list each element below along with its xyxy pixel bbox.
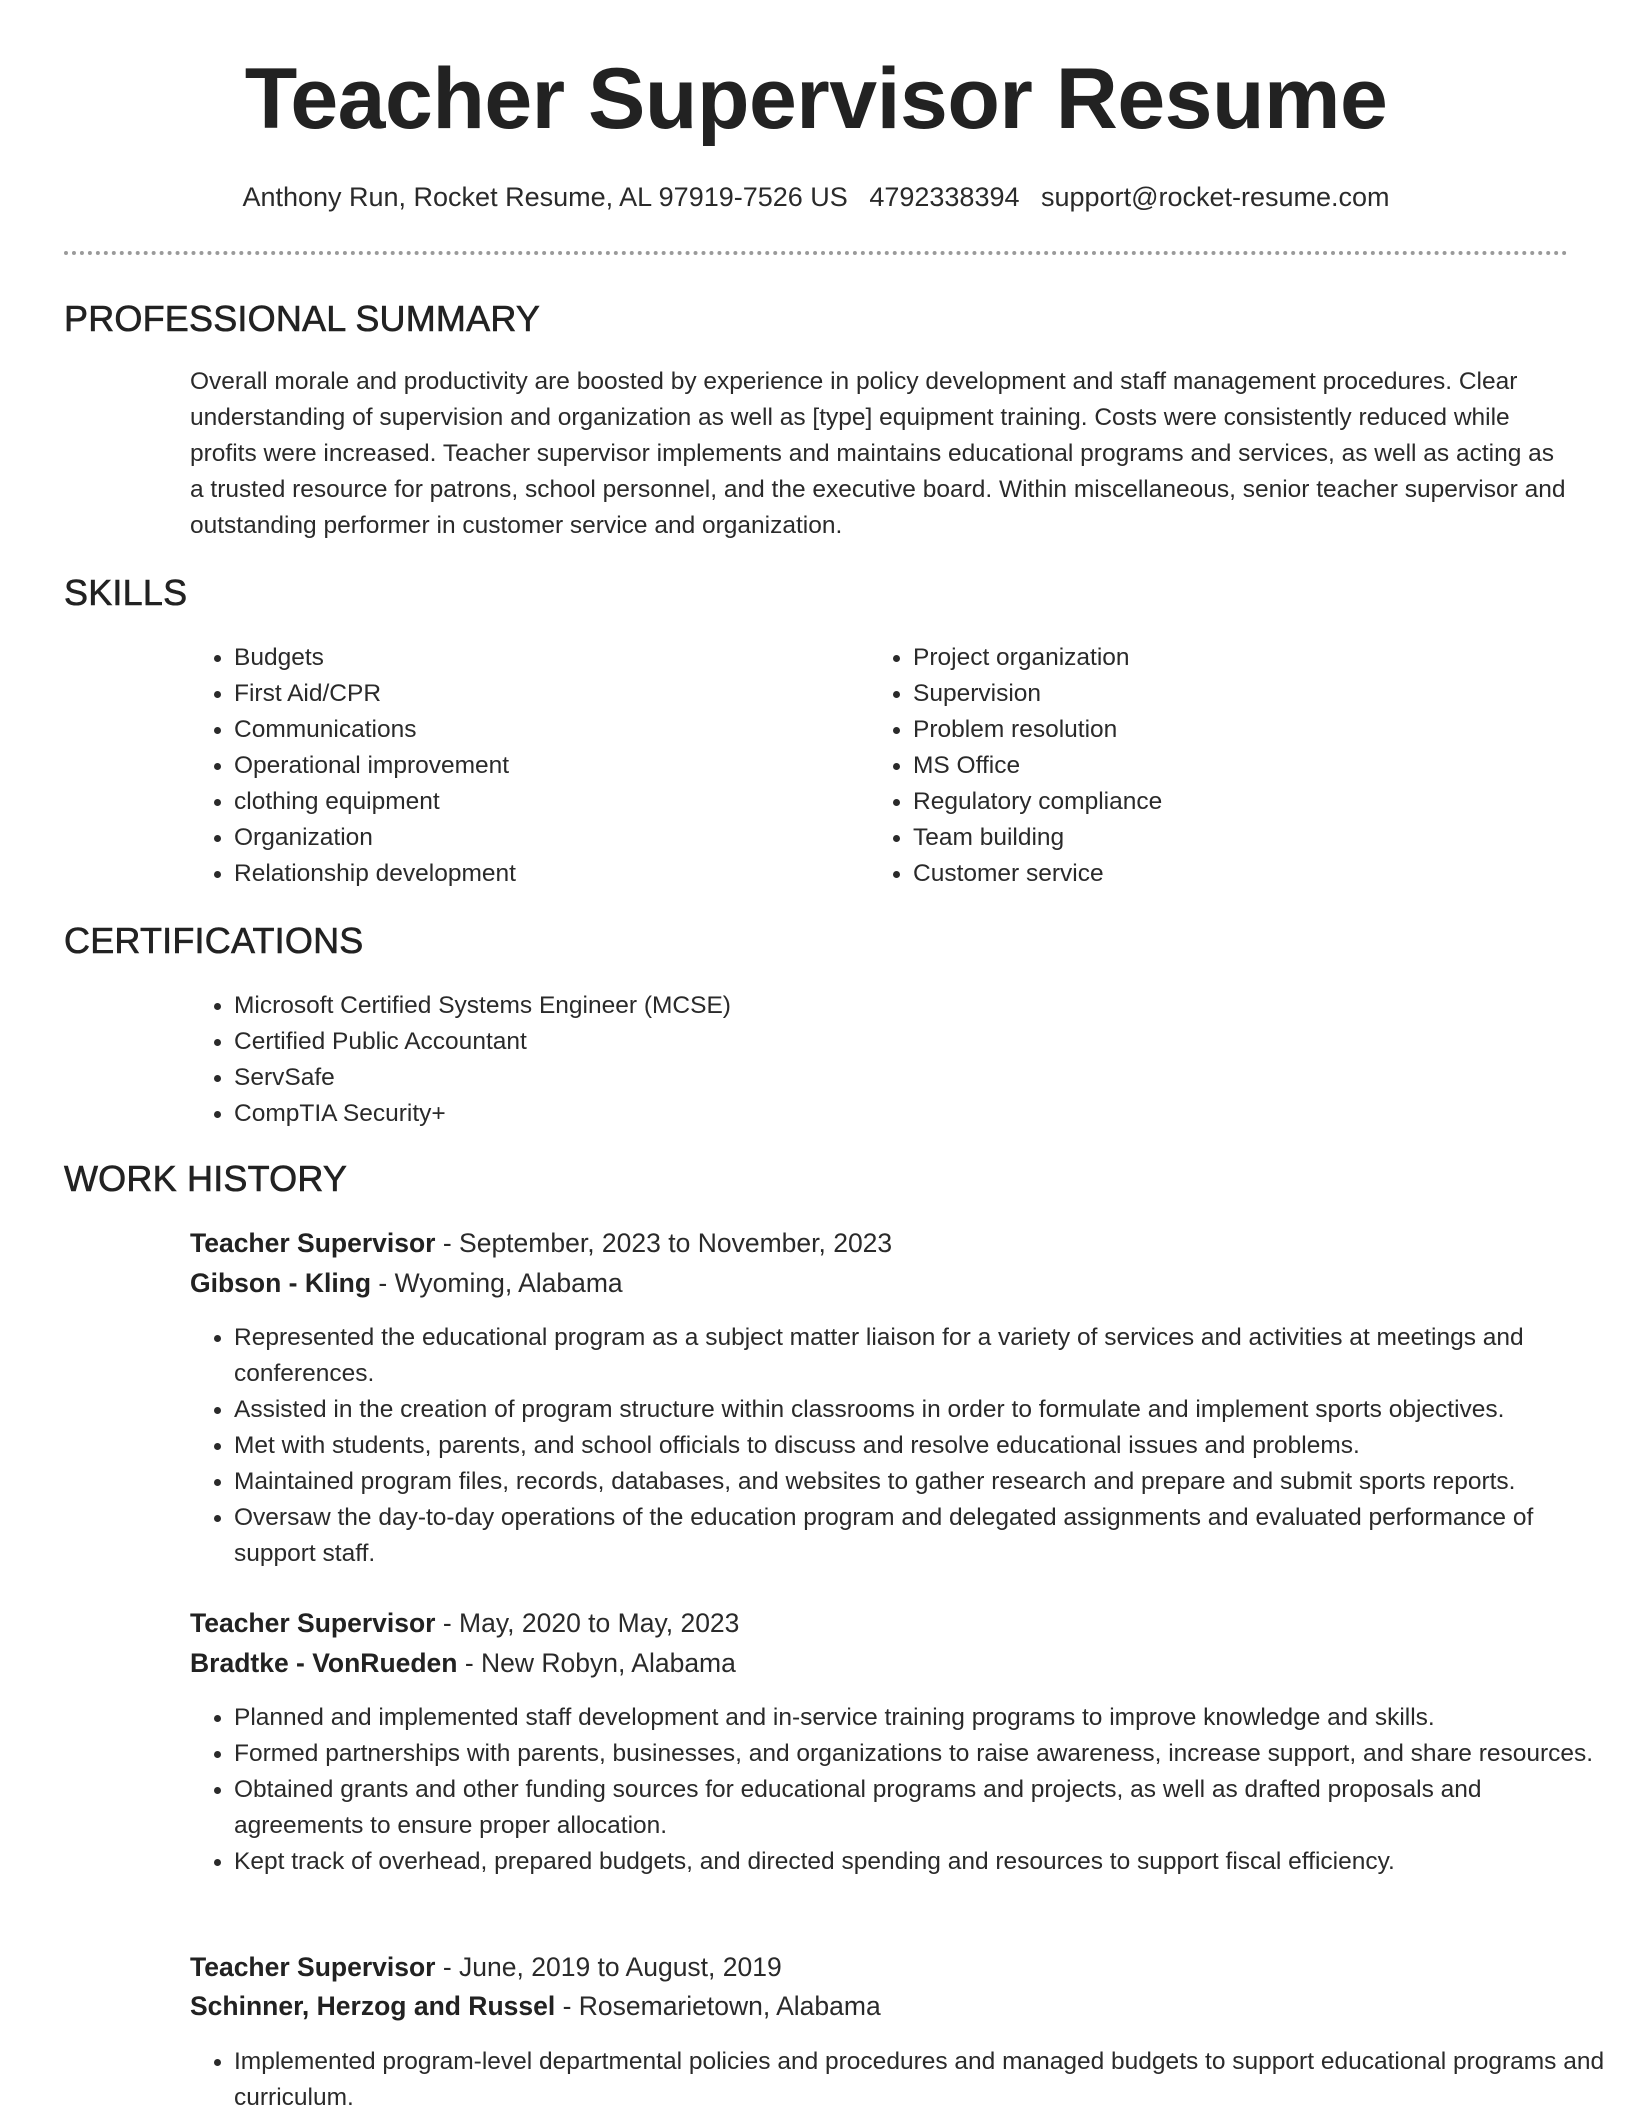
job-title-line	[190, 1952, 782, 1983]
job-location: - New Robyn, Alabama	[457, 1648, 736, 1678]
job-bullet: • Oversaw the day-to-day operations of the education program and delegated assignments and evaluated performance of support staff.	[234, 1500, 1610, 1572]
work-history-heading: WORK HISTORY	[64, 1158, 348, 1199]
job-location: - Rosemarietown, Alabama	[555, 1991, 881, 2021]
skill-item: • Team building	[913, 820, 1533, 856]
skill-item: • Regulatory compliance	[913, 784, 1533, 820]
skill-item: • clothing equipment	[234, 784, 854, 820]
skill-item: • MS Office	[913, 748, 1533, 784]
skill-item: • Organization	[234, 820, 854, 856]
job-dates: - June, 2019 to August, 2019	[435, 1952, 782, 1982]
summary-text: Overall morale and productivity are boosted by experience in policy development and staff management procedures. Clear understanding of supervision and organization as well as [type] equipment training. Costs were consistently reduced while profits were increased. Teacher supervisor implements and maintains educational programs and services, as well as acting as a trusted resource for patrons, school personnel, and the executive board. Within miscellaneous, senior teacher supervisor and outstanding performer in customer service and organization.	[190, 368, 1566, 539]
resume-title: Teacher Supervisor Resume	[244, 51, 1388, 147]
certification-item: • Certified Public Accountant	[234, 1024, 1534, 1060]
certification-item: • CompTIA Security+	[234, 1096, 1534, 1132]
contact-phone: 4792338394	[869, 182, 1020, 212]
job-bullet: • Maintained program files, records, databases, and websites to gather research and prepare and submit sports reports.	[234, 1464, 1610, 1500]
job-title: Teacher Supervisor	[190, 1952, 436, 1982]
skill-item: • Communications	[234, 712, 854, 748]
job-bullet: • Assisted in the creation of program structure within classrooms in order to formulate and implement sports objectives.	[234, 1392, 1610, 1428]
skill-item: • Relationship development	[234, 856, 854, 892]
certifications-list	[190, 988, 1534, 1132]
job-bullet: • Obtained grants and other funding sources for educational programs and projects, as well as drafted proposals and agreements to ensure proper allocation.	[234, 1772, 1610, 1844]
job-title-line	[190, 1608, 739, 1639]
skills-list-left	[190, 640, 854, 892]
certifications-heading: CERTIFICATIONS	[64, 920, 364, 961]
job-company-line	[190, 1648, 736, 1679]
job-bullet: • Kept track of overhead, prepared budgets, and directed spending and resources to support fiscal efficiency.	[234, 1844, 1610, 1880]
job-bullet: • Planned and implemented staff development and in-service training programs to improve knowledge and skills.	[234, 1700, 1610, 1736]
job-bullets	[190, 1320, 1610, 1572]
job-dates: - May, 2020 to May, 2023	[435, 1608, 740, 1638]
job-company: Gibson - Kling	[190, 1268, 372, 1298]
skills-list-right	[869, 640, 1533, 892]
header-divider	[64, 251, 1568, 255]
certification-item: • ServSafe	[234, 1060, 1534, 1096]
skill-item: • First Aid/CPR	[234, 676, 854, 712]
skill-item: • Supervision	[913, 676, 1533, 712]
contact-address: Anthony Run, Rocket Resume, AL 97919-7526 US	[242, 182, 848, 212]
job-bullet: • Represented the educational program as a subject matter liaison for a variety of services and activities at meetings and conferences.	[234, 1320, 1610, 1392]
job-company-line	[190, 1991, 881, 2022]
job-location: - Wyoming, Alabama	[371, 1268, 623, 1298]
skill-item: • Customer service	[913, 856, 1533, 892]
contact-email: support@rocket-resume.com	[1041, 182, 1390, 212]
skill-item: • Problem resolution	[913, 712, 1533, 748]
skills-heading: SKILLS	[64, 572, 188, 613]
skill-item: • Operational improvement	[234, 748, 854, 784]
job-bullets	[190, 1700, 1610, 1880]
job-bullet: • Met with students, parents, and school officials to discuss and resolve educational issues and problems.	[234, 1428, 1610, 1464]
certification-item: • Microsoft Certified Systems Engineer (MCSE)	[234, 988, 1534, 1024]
skill-item: • Project organization	[913, 640, 1533, 676]
job-dates: - September, 2023 to November, 2023	[435, 1228, 893, 1258]
job-company-line	[190, 1268, 623, 1299]
job-bullet: • Implemented program-level departmental policies and procedures and managed budgets to support educational programs and curriculum.	[234, 2044, 1610, 2116]
contact-line	[0, 182, 1632, 213]
job-title: Teacher Supervisor	[190, 1608, 436, 1638]
job-bullets	[190, 2044, 1610, 2116]
summary-heading: PROFESSIONAL SUMMARY	[64, 298, 541, 339]
job-bullet: • Formed partnerships with parents, businesses, and organizations to raise awareness, increase support, and share resources.	[234, 1736, 1610, 1772]
job-title: Teacher Supervisor	[190, 1228, 436, 1258]
job-company: Schinner, Herzog and Russel	[190, 1991, 556, 2021]
skill-item: • Budgets	[234, 640, 854, 676]
job-title-line	[190, 1228, 892, 1259]
job-company: Bradtke - VonRueden	[190, 1648, 458, 1678]
